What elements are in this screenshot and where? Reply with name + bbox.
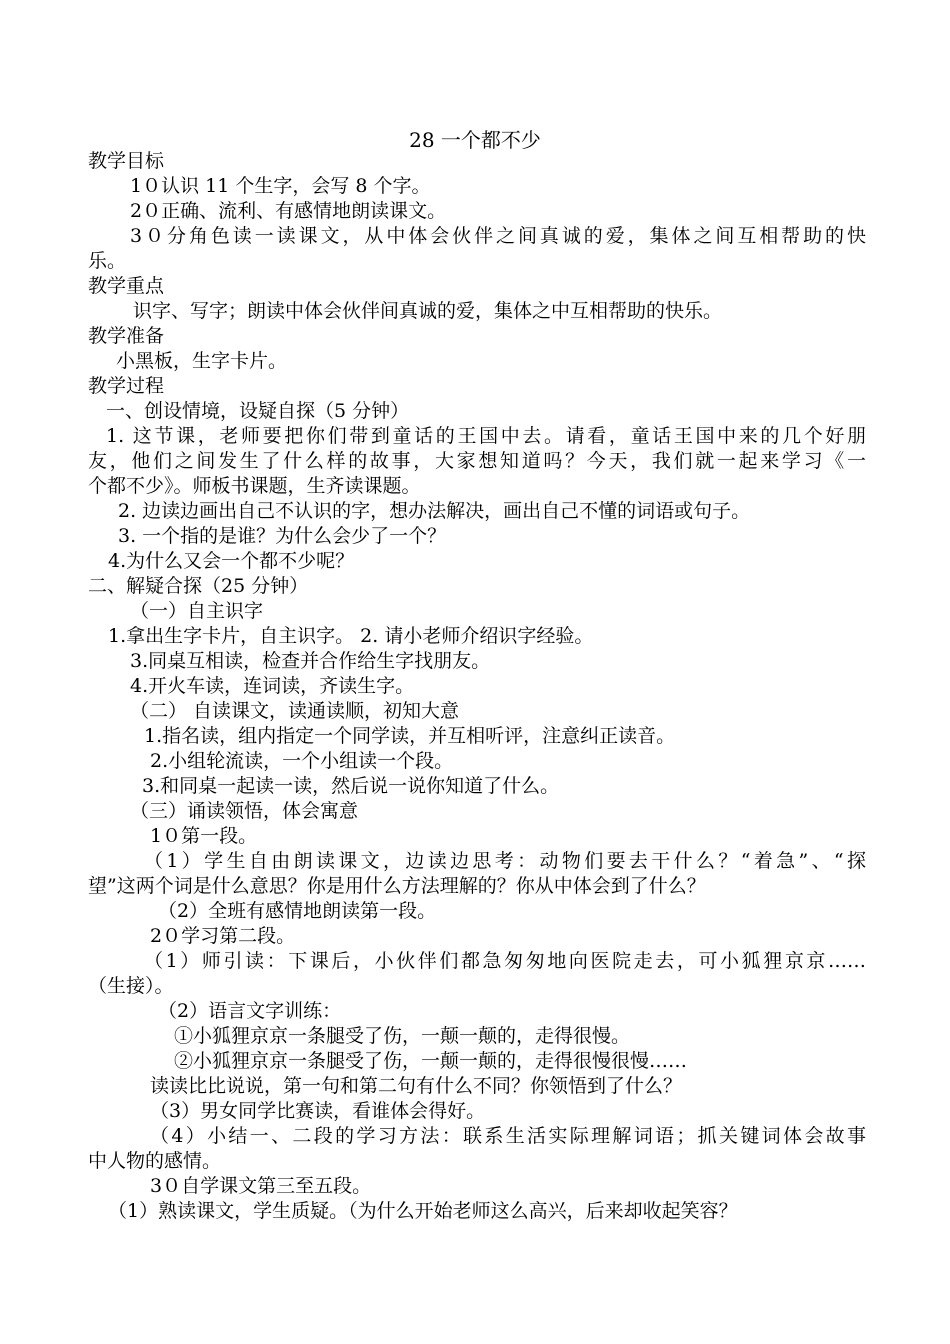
text-line: 1.拿出生字卡片，自主识字。 2. 请小老师介绍识字经验。 bbox=[108, 625, 594, 647]
text-line: 教学重点 bbox=[88, 275, 165, 297]
text-line: （生接）。 bbox=[88, 975, 174, 997]
text-line: 3０分角色读一读课文，从中体会伙伴之间真诚的爱，集体之间互相帮助的快 bbox=[130, 225, 866, 247]
text-line: 乐。 bbox=[88, 250, 127, 272]
text-line: 3.和同桌一起读一读，然后说一说你知道了什么。 bbox=[142, 775, 560, 797]
text-line: （1）师引读：下课后，小伙伴们都急匆匆地向医院走去，可小狐狸京京…… bbox=[144, 950, 866, 972]
text-line: 2. 边读边画出自己不认识的字，想办法解决，画出自己不懂的词语或句子。 bbox=[118, 500, 751, 522]
text-line: 教学准备 bbox=[88, 325, 165, 347]
document-title: 28 一个都不少 bbox=[409, 128, 541, 152]
text-line: （1）熟读课文，学生质疑。（为什么开始老师这么高兴，后来却收起笑容？ bbox=[108, 1200, 738, 1222]
text-line: 2.小组轮流读，一个小组读一个段。 bbox=[150, 750, 454, 772]
text-line: 2０正确、流利、有感情地朗读课文。 bbox=[130, 200, 447, 222]
text-line: 个都不少》。师板书课题，生齐读课题。 bbox=[88, 475, 421, 497]
text-line: 小黑板，生字卡片。 bbox=[116, 350, 288, 372]
text-line: 1.指名读，组内指定一个同学读，并互相听评，注意纠正读音。 bbox=[144, 725, 676, 747]
text-line: 中人物的感情。 bbox=[88, 1150, 222, 1172]
text-line: （2）全班有感情地朗读第一段。 bbox=[158, 900, 437, 922]
text-line: 3.同桌互相读，检查并合作给生字找朋友。 bbox=[130, 650, 491, 672]
text-line: （1）学生自由朗读课文，边读边思考：动物们要去干什么？“着急”、“探 bbox=[144, 850, 866, 872]
text-line: 一、创设情境，设疑自探（5 分钟） bbox=[106, 400, 410, 422]
text-line: 教学目标 bbox=[88, 150, 165, 172]
text-line: 3. 一个指的是谁？为什么会少了一个？ bbox=[118, 525, 447, 547]
text-line: （二） 自读课文，读通读顺，初知大意 bbox=[130, 700, 460, 722]
text-line: （4）小结一、二段的学习方法：联系生活实际理解词语；抓关键词体会故事 bbox=[150, 1125, 866, 1147]
text-line: （三）诵读领悟，体会寓意 bbox=[130, 800, 359, 822]
text-line: 4.为什么又会一个都不少呢？ bbox=[108, 550, 355, 572]
text-line: 4.开火车读，连词读，齐读生字。 bbox=[130, 675, 415, 697]
text-line: （2）语言文字训练： bbox=[158, 1000, 342, 1022]
text-line: 1０认识 11 个生字，会写 8 个字。 bbox=[130, 175, 431, 197]
text-line: （3）男女同学比赛读，看谁体会得好。 bbox=[150, 1100, 486, 1122]
text-line: 3０自学课文第三至五段。 bbox=[150, 1175, 372, 1197]
text-line: 1. 这节课，老师要把你们带到童话的王国中去。请看，童话王国中来的几个好朋 bbox=[106, 425, 866, 447]
text-line: 二、解疑合探（25 分钟） bbox=[88, 575, 309, 597]
text-line: 友，他们之间发生了什么样的故事，大家想知道吗？今天，我们就一起来学习《一 bbox=[88, 450, 866, 472]
text-line: 1０第一段。 bbox=[150, 825, 258, 847]
text-line: ②小狐狸京京一条腿受了伤，一颠一颠的，走得很慢很慢…… bbox=[174, 1050, 688, 1072]
text-line: 识字、写字；朗读中体会伙伴间真诚的爱，集体之中互相帮助的快乐。 bbox=[133, 300, 723, 322]
text-line: 望”这两个词是什么意思？你是用什么方法理解的？你从中体会到了什么？ bbox=[88, 875, 706, 897]
text-line: ①小狐狸京京一条腿受了伤，一颠一颠的，走得很慢。 bbox=[174, 1025, 631, 1047]
text-line: 教学过程 bbox=[88, 375, 165, 397]
text-line: 2０学习第二段。 bbox=[150, 925, 296, 947]
document-body bbox=[88, 149, 866, 1224]
text-line: （一）自主识字 bbox=[130, 600, 264, 622]
text-line: 读读比比说说，第一句和第二句有什么不同？你领悟到了什么？ bbox=[150, 1075, 683, 1097]
